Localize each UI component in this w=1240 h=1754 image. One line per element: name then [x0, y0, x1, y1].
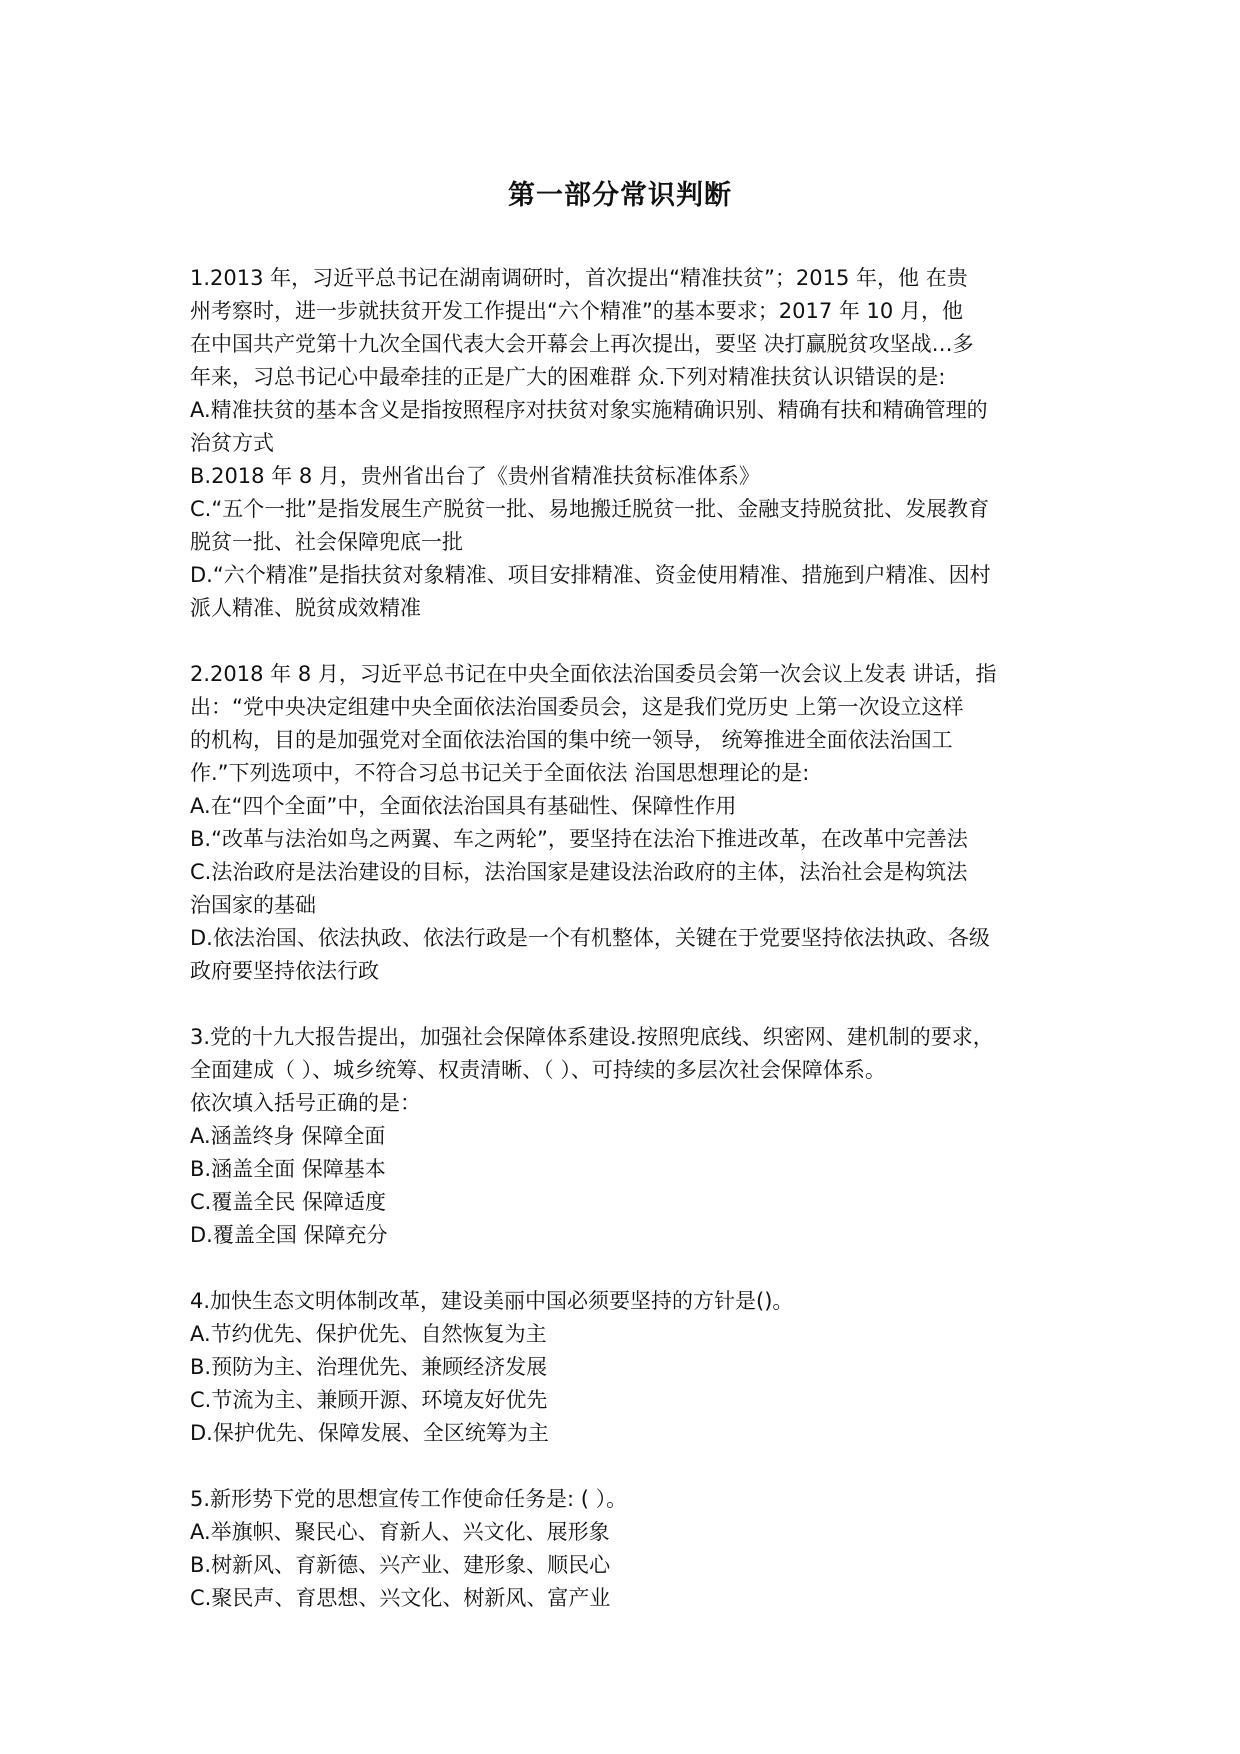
- question-2: [190, 658, 1070, 988]
- question-3-line: 全面建成（ ）、城乡统筹、权责清晰、（ ）、可持续的多层次社会保障体系。: [190, 1058, 886, 1082]
- question-5-line: B.树新风、育新德、兴产业、建形象、顺民心: [190, 1553, 611, 1577]
- question-5-line: C.聚民声、育思想、兴文化、树新风、富产业: [190, 1586, 611, 1610]
- question-2-line: A.在“四个全面”中，全面依法治国具有基础性、保障性作用: [190, 794, 737, 818]
- question-1-line: 脱贫一批、社会保障兜底一批: [190, 530, 463, 554]
- question-4-line: B.预防为主、治理优先、兼顾经济发展: [190, 1355, 548, 1379]
- question-3-line: A.涵盖终身 保障全面: [190, 1124, 386, 1148]
- question-2-line: 治国家的基础: [190, 893, 316, 917]
- question-5: [190, 1483, 1070, 1615]
- question-1-line: 州考察时，进一步就扶贫开发工作提出“六个精准”的基本要求；2017 年 10 月，他: [190, 299, 963, 323]
- question-1-line: 在中国共产党第十九次全国代表大会开幕会上再次提出，要坚 决打赢脱贫攻坚战…多: [190, 332, 974, 356]
- question-3-line: C.覆盖全民 保障适度: [190, 1190, 387, 1214]
- question-1-line: C.“五个一批”是指发展生产脱贫一批、易地搬迁脱贫一批、金融支持脱贫批、发展教育: [190, 497, 990, 521]
- question-1-line: A.精准扶贫的基本含义是指按照程序对扶贫对象实施精确识别、精确有扶和精确管理的: [190, 398, 988, 422]
- question-3-line: B.涵盖全面 保障基本: [190, 1157, 386, 1181]
- question-2-line: 作.”下列选项中，不符合习总书记关于全面依法 治国思想理论的是:: [190, 761, 810, 785]
- question-4-line: D.保护优先、保障发展、全区统筹为主: [190, 1421, 549, 1445]
- question-3-line: 依次填入括号正确的是：: [190, 1091, 421, 1115]
- question-1-line: 治贫方式: [190, 431, 274, 455]
- question-2-line: B.“改革与法治如鸟之两翼、车之两轮”，要坚持在法治下推进改革，在改革中完善法: [190, 827, 968, 851]
- question-1-line: D.“六个精准”是指扶贫对象精准、项目安排精准、资金使用精准、措施到户精准、因村: [190, 563, 991, 587]
- question-1: [190, 262, 1070, 625]
- question-5-line: A.举旗帜、聚民心、育新人、兴文化、展形象: [190, 1520, 610, 1544]
- question-4: [190, 1285, 1070, 1450]
- question-2-line: 出：“党中央决定组建中央全面依法治国委员会，这是我们党历史 上第一次设立这样: [190, 695, 964, 719]
- question-2-line: D.依法治国、依法执政、依法行政是一个有机整体，关键在于党要坚持依法执政、各级: [190, 926, 990, 950]
- question-4-line: A.节约优先、保护优先、自然恢复为主: [190, 1322, 547, 1346]
- question-2-line: 2.2018 年 8 月，习近平总书记在中央全面依法治国委员会第一次会议上发表 讲话，指: [190, 662, 997, 686]
- question-3-line: 3.党的十九大报告提出，加强社会保障体系建设.按照兜底线、织密网、建机制的要求，: [190, 1025, 994, 1049]
- question-1-line: B.2018 年 8 月，贵州省出台了《贵州省精准扶贫标准体系》: [190, 464, 760, 488]
- question-1-line: 1.2013 年，习近平总书记在湖南调研时，首次提出“精准扶贫”；2015 年，他 在贵: [190, 266, 968, 290]
- question-list: [190, 262, 1070, 1648]
- question-2-line: C.法治政府是法治建设的目标，法治国家是建设法治政府的主体，法治社会是构筑法: [190, 860, 968, 884]
- question-4-line: 4.加快生态文明体制改革，建设美丽中国必须要坚持的方针是()。: [190, 1289, 794, 1313]
- question-4-line: C.节流为主、兼顾开源、环境友好优先: [190, 1388, 548, 1412]
- section-title: 第一部分常识判断: [508, 180, 732, 211]
- question-3-line: D.覆盖全国 保障充分: [190, 1223, 388, 1247]
- question-1-line: 派人精准、脱贫成效精准: [190, 596, 421, 620]
- question-3: [190, 1021, 1070, 1252]
- question-1-line: 年来，习总书记心中最牵挂的正是广大的困难群 众.下列对精准扶贫认识错误的是:: [190, 365, 946, 389]
- question-2-line: 的机构，目的是加强党对全面依法治国的集中统一领导， 统筹推进全面依法治国工: [190, 728, 953, 752]
- question-5-line: 5.新形势下党的思想宣传工作使命任务是: ( ）。: [190, 1487, 628, 1511]
- question-2-line: 政府要坚持依法行政: [190, 959, 379, 983]
